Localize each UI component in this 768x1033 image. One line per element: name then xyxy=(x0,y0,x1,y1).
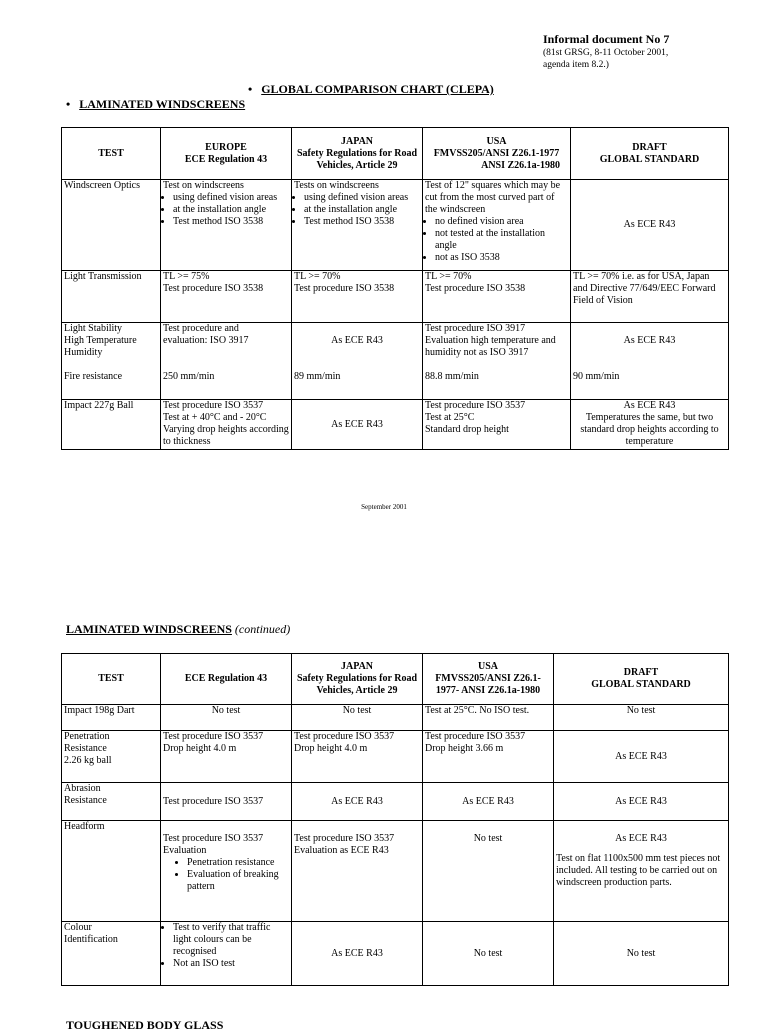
cell-usa: Test at 25°C. No ISO test. xyxy=(423,705,554,731)
cell-europe: Test on windscreens • using defined vision areas • at the installation angle • Test method ISO 3538 xyxy=(161,180,292,271)
bullet: • xyxy=(66,97,71,111)
cell-test: Impact 198g Dart xyxy=(62,705,161,731)
header-test: TEST xyxy=(62,128,161,180)
cell-europe: Test procedure and evaluation: ISO 3917 250 mm/min xyxy=(161,323,292,400)
header-usa: USA FMVSS205/ANSI Z26.1-1977 ANSI Z26.1a-1980 xyxy=(423,128,571,180)
cell-europe: Test procedure ISO 3537 Drop height 4.0 m xyxy=(161,731,292,783)
table-row xyxy=(62,271,729,323)
document-number: Informal document No 7 xyxy=(543,32,670,46)
cell-usa: Test of 12" squares which may be cut from the most curved part of the windscreen • no defined vision area • not tested at the installation angle • not as ISO 3538 xyxy=(423,180,571,271)
page-footer-date: September 2001 xyxy=(361,503,407,511)
section-heading xyxy=(66,622,290,637)
cell-japan: Test procedure ISO 3537 Evaluation as ECE R43 xyxy=(292,821,423,922)
cell-japan: TL >= 70% Test procedure ISO 3538 xyxy=(292,271,423,323)
cell-test: Penetration Resistance 2.26 kg ball xyxy=(62,731,161,783)
cell-usa: No test xyxy=(423,922,554,986)
cell-japan: As ECE R43 xyxy=(292,783,423,821)
header-europe: ECE Regulation 43 xyxy=(161,654,292,705)
table-row xyxy=(62,323,729,400)
bullet: • xyxy=(248,82,253,96)
cell-draft: TL >= 70% i.e. as for USA, Japan and Directive 77/649/EEC Forward Field of Vision xyxy=(571,271,729,323)
section-heading-text: LAMINATED WINDSCREENS xyxy=(79,97,246,111)
comparison-table-continued xyxy=(61,653,729,986)
cell-test: Windscreen Optics xyxy=(62,180,161,271)
table-row xyxy=(62,180,729,271)
table-header-row xyxy=(62,654,729,705)
cell-japan: As ECE R43 xyxy=(292,400,423,450)
cell-test: Abrasion Resistance xyxy=(62,783,161,821)
table-row xyxy=(62,783,729,821)
cell-test: Light Transmission xyxy=(62,271,161,323)
cell-europe: No test xyxy=(161,705,292,731)
cell-usa: Test procedure ISO 3537 Test at 25°C Standard drop height xyxy=(423,400,571,450)
cell-japan: As ECE R43 89 mm/min xyxy=(292,323,423,400)
document-agenda: agenda item 8.2.) xyxy=(543,60,609,70)
cell-japan: As ECE R43 xyxy=(292,922,423,986)
cell-usa: Test procedure ISO 3917 Evaluation high temperature and humidity not as ISO 3917 88.8 mm/min xyxy=(423,323,571,400)
cell-japan: No test xyxy=(292,705,423,731)
cell-draft: As ECE R43 Temperatures the same, but two standard drop heights according to temperature xyxy=(571,400,729,450)
cell-test: Colour Identification xyxy=(62,922,161,986)
cell-europe: • Test to verify that traffic light colours can be recognised • Not an ISO test xyxy=(161,922,292,986)
header-japan: JAPAN Safety Regulations for Road Vehicles, Article 29 xyxy=(292,654,423,705)
header-test: TEST xyxy=(62,654,161,705)
page-title-text: GLOBAL COMPARISON CHART (CLEPA) xyxy=(261,82,494,96)
page-title xyxy=(248,82,494,97)
cell-test: Headform xyxy=(62,821,161,922)
section-heading xyxy=(66,97,245,112)
table-row xyxy=(62,705,729,731)
table-row xyxy=(62,821,729,922)
section-heading-next: TOUGHENED BODY GLASS xyxy=(66,1018,224,1032)
cell-draft: As ECE R43 xyxy=(554,783,729,821)
table-row xyxy=(62,400,729,450)
table-header-row xyxy=(62,128,729,180)
cell-draft: As ECE R43 Test on flat 1100x500 mm test pieces not included. All testing to be carried out on windscreen production parts. xyxy=(554,821,729,922)
cell-usa: No test xyxy=(423,821,554,922)
header-japan: JAPAN Safety Regulations for Road Vehicles, Article 29 xyxy=(292,128,423,180)
cell-draft: No test xyxy=(554,922,729,986)
header-usa: USA FMVSS205/ANSI Z26.1-1977- ANSI Z26.1a-1980 xyxy=(423,654,554,705)
comparison-table xyxy=(61,127,729,450)
table-row xyxy=(62,922,729,986)
cell-draft: As ECE R43 90 mm/min xyxy=(571,323,729,400)
cell-test: Light Stability High Temperature Humidity Fire resistance xyxy=(62,323,161,400)
cell-draft: As ECE R43 xyxy=(571,180,729,271)
cell-europe: Test procedure ISO 3537 xyxy=(161,783,292,821)
cell-draft: No test xyxy=(554,705,729,731)
header-draft: DRAFT GLOBAL STANDARD xyxy=(554,654,729,705)
cell-usa: As ECE R43 xyxy=(423,783,554,821)
cell-test: Impact 227g Ball xyxy=(62,400,161,450)
section-heading-text: LAMINATED WINDSCREENS xyxy=(66,622,232,636)
cell-europe: TL >= 75% Test procedure ISO 3538 xyxy=(161,271,292,323)
document-meeting: (81st GRSG, 8-11 October 2001, xyxy=(543,48,669,58)
header-europe: EUROPE ECE Regulation 43 xyxy=(161,128,292,180)
document-header xyxy=(543,32,763,71)
section-heading-suffix: (continued) xyxy=(234,622,291,636)
cell-usa: Test procedure ISO 3537 Drop height 3.66 m xyxy=(423,731,554,783)
table-row xyxy=(62,731,729,783)
cell-europe: Test procedure ISO 3537 Evaluation • Penetration resistance • Evaluation of breaking pattern xyxy=(161,821,292,922)
cell-japan: Test procedure ISO 3537 Drop height 4.0 m xyxy=(292,731,423,783)
header-draft: DRAFT GLOBAL STANDARD xyxy=(571,128,729,180)
cell-draft: As ECE R43 xyxy=(554,731,729,783)
cell-europe: Test procedure ISO 3537 Test at + 40°C and - 20°C Varying drop heights according to thickness xyxy=(161,400,292,450)
cell-usa: TL >= 70% Test procedure ISO 3538 xyxy=(423,271,571,323)
cell-japan: Tests on windscreens • using defined vision areas • at the installation angle • Test method ISO 3538 xyxy=(292,180,423,271)
